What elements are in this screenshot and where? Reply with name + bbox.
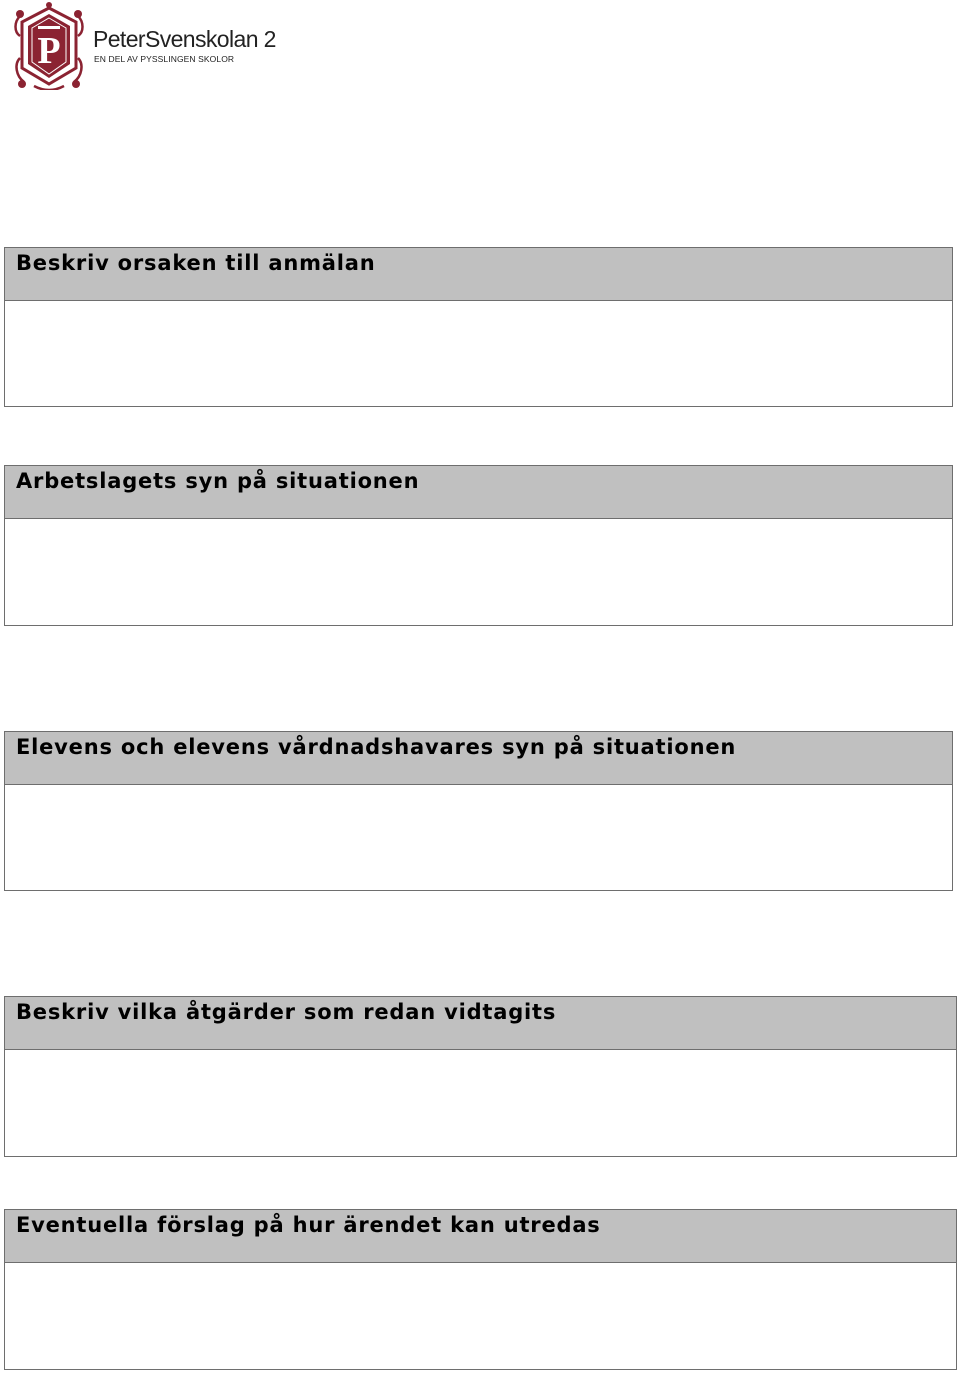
crest-letter [14, 2, 84, 90]
section-title: Beskriv orsaken till anmälan [16, 251, 376, 275]
section-team-view [4, 465, 953, 626]
section-header [5, 997, 956, 1050]
section-actions-taken [4, 996, 957, 1157]
section-title: Beskriv vilka åtgärder som redan vidtagits [16, 1000, 557, 1024]
section-header [5, 466, 952, 519]
section-title: Arbetslagets syn på situationen [16, 469, 420, 493]
answer-field[interactable] [5, 785, 952, 890]
section-title: Elevens och elevens vårdnadshavares syn på situationen [16, 735, 737, 759]
answer-field[interactable] [5, 519, 952, 625]
section-header [5, 248, 952, 301]
section-reason [4, 247, 953, 407]
school-logo [14, 2, 314, 90]
section-student-guardian-view [4, 731, 953, 891]
section-header [5, 732, 952, 785]
svg-text:P: P [37, 30, 61, 72]
section-investigation-proposals [4, 1209, 957, 1370]
answer-field[interactable] [5, 301, 952, 406]
answer-field[interactable] [5, 1050, 956, 1156]
section-header [5, 1210, 956, 1263]
school-name: PeterSvenskolan 2 [93, 26, 276, 52]
school-tagline: EN DEL AV PYSSLINGEN SKOLOR [94, 54, 235, 64]
answer-field[interactable] [5, 1263, 956, 1369]
section-title: Eventuella förslag på hur ärendet kan utredas [16, 1213, 601, 1237]
